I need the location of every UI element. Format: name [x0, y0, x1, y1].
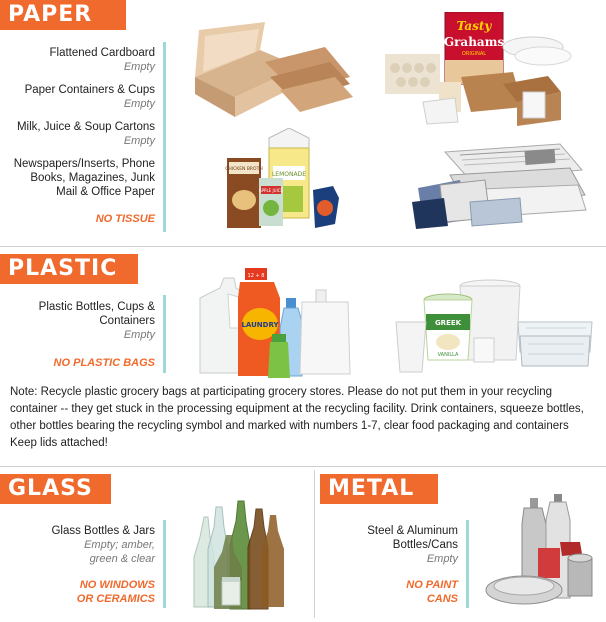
paper-item-label: Newspapers/Inserts, Phone Books, Magazines, Junk Mail & Office Paper [13, 158, 155, 198]
glass-item-label: Glass Bottles & Jars [51, 525, 155, 537]
plastic-bottom-rule [0, 466, 606, 467]
carton-label: LEMONADE [271, 171, 307, 178]
glass-item-sub: Empty; amber, green & clear [84, 539, 155, 565]
newspapers-image [410, 140, 590, 230]
plastic-warning: NO PLASTIC BAGS [53, 357, 155, 369]
metal-item-cans [318, 524, 458, 566]
metal-divider [466, 520, 469, 608]
glass-divider [163, 520, 166, 608]
paper-item-cartons [10, 120, 155, 148]
plastic-section-banner [0, 254, 138, 284]
paper-title: PAPER [8, 2, 93, 27]
tub-brand: GREEK [434, 319, 462, 327]
paper-item-sub: Empty [123, 61, 155, 73]
plastic-item-sub: Empty [123, 329, 155, 341]
tub-flavor: VANILLA [437, 352, 459, 358]
paper-section-banner [0, 0, 126, 30]
plastic-bottles-image [190, 268, 360, 380]
plastic-note: Note: Recycle plastic grocery bags at participating grocery stores. Please do not put them in your recycling container -- they get stuck in the processing equipment at the recycling facility. Drink containers, squeeze bottles, other bottles bearing the recycling symbol and marked with numbers 1-7, clear food packaging and containers Keep lids attached! [10, 386, 584, 449]
paper-bottom-rule [0, 246, 606, 247]
detergent-label: LAUNDRY [241, 321, 279, 329]
cardboard-image [185, 22, 355, 127]
glass-warning-line1: NO WINDOWS [79, 579, 155, 591]
paper-containers-image [383, 12, 598, 127]
metal-title: METAL [328, 476, 415, 501]
cereal-box-brand: Tasty [456, 19, 492, 33]
metal-section-banner [320, 474, 438, 504]
paper-item-newspapers [10, 157, 155, 199]
metal-cans-image [484, 494, 596, 612]
paper-item-label: Milk, Juice & Soup Cartons [16, 121, 155, 133]
paper-item-sub: Empty [123, 135, 155, 147]
cereal-box-tag: ORIGINAL [461, 51, 487, 57]
juice-label: APPLE JUICE [258, 188, 284, 193]
metal-warning [318, 578, 458, 606]
cartons-image [225, 128, 345, 233]
paper-item-label: Flattened Cardboard [49, 47, 155, 59]
cereal-box-name: Grahams [443, 35, 505, 49]
paper-divider [163, 42, 166, 232]
metal-item-sub: Empty [426, 553, 458, 565]
metal-item-label: Steel & Aluminum Bottles/Cans [367, 525, 458, 551]
paper-warning: NO TISSUE [95, 213, 155, 225]
paper-item-containers [10, 83, 155, 111]
paper-item-sub: Empty [123, 98, 155, 110]
soup-label: CHICKEN BROTH [225, 167, 263, 172]
plastic-item-label: Plastic Bottles, Cups & Containers [38, 301, 155, 327]
glass-title: GLASS [8, 476, 93, 501]
metal-warning-line2: CANS [426, 593, 458, 605]
plastic-containers-image [392, 278, 597, 378]
plastic-divider [163, 295, 166, 373]
glass-metal-separator [314, 470, 315, 618]
glass-bottles-image [192, 497, 292, 612]
detergent-cap: 12 + 8 [247, 273, 265, 279]
metal-warning-line1: NO PAINT [406, 579, 458, 591]
paper-item-label: Paper Containers & Cups [24, 84, 155, 96]
plastic-item-bottles [10, 300, 155, 342]
glass-item-bottles [10, 524, 155, 566]
paper-item-cardboard [10, 46, 155, 74]
glass-warning [10, 578, 155, 606]
plastic-title: PLASTIC [8, 256, 118, 281]
glass-section-banner [0, 474, 111, 504]
glass-warning-line2: OR CERAMICS [76, 593, 155, 605]
